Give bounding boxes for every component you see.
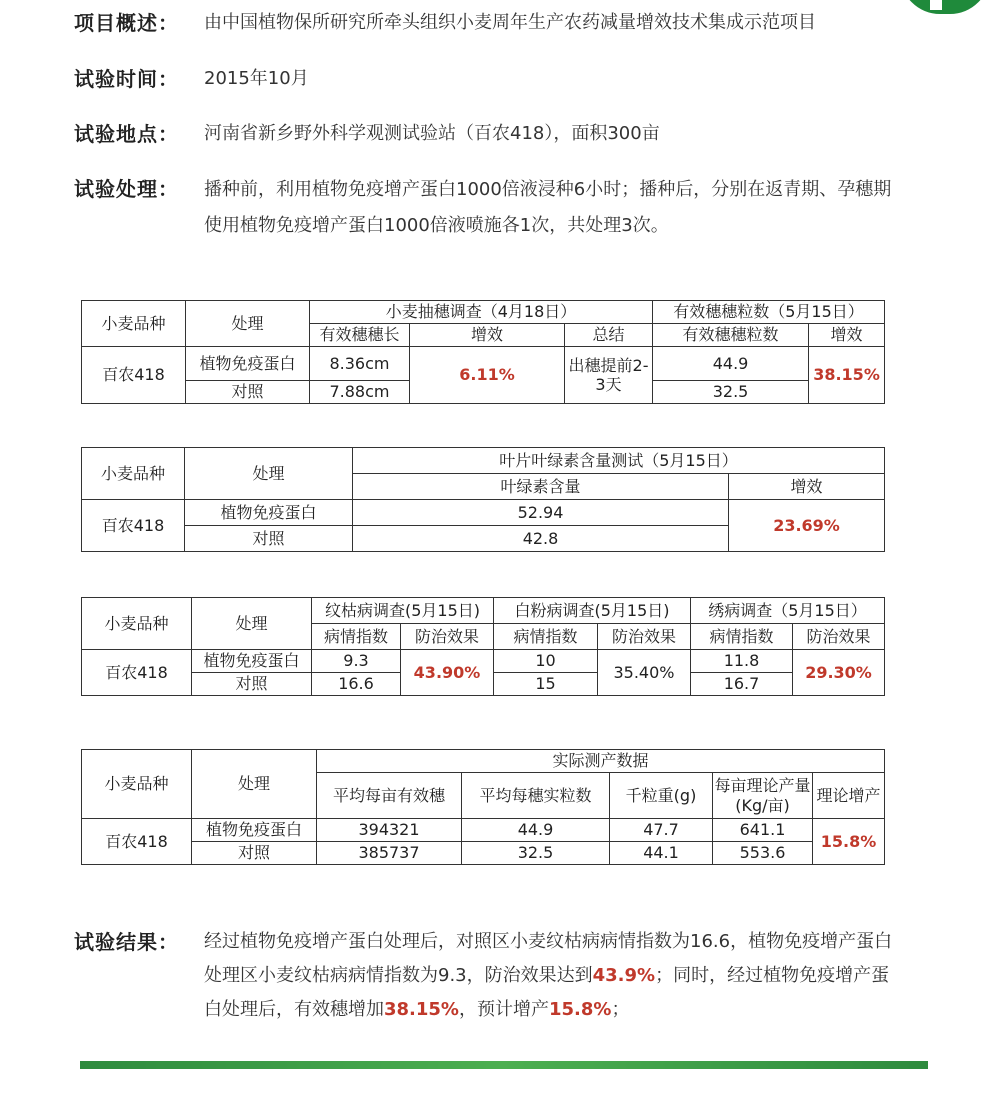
variety-cell: 百农418 [82, 819, 192, 865]
header-sheath-blight: 纹枯病调查(5月15日) [312, 598, 494, 624]
value-cell: 641.1 [713, 819, 813, 842]
header-heading-survey: 小麦抽穗调查（4月18日） [310, 301, 653, 324]
treatment-cell: 植物免疫蛋白 [192, 819, 317, 842]
header-treatment: 处理 [185, 448, 353, 500]
result-highlight: 15.8% [548, 999, 612, 1020]
header-grain-count: 有效穗穗粒数（5月15日） [653, 301, 885, 324]
header-summary: 总结 [565, 324, 653, 347]
header-treatment: 处理 [192, 598, 312, 650]
header-rust: 绣病调查（5月15日） [691, 598, 885, 624]
header-treatment: 处理 [186, 301, 310, 347]
treatment-cell: 植物免疫蛋白 [192, 650, 312, 673]
increase-cell: 15.8% [813, 819, 885, 865]
result-highlight: 38.15% [384, 999, 459, 1020]
effect-cell: 35.40% [598, 650, 691, 696]
overview-label: 项目概述： [74, 11, 179, 35]
value-cell: 44.1 [610, 842, 713, 865]
time-label: 试验时间： [74, 67, 179, 91]
header-control-effect: 防治效果 [793, 624, 885, 650]
effect-cell: 43.90% [401, 650, 494, 696]
overview-value: 由中国植物保所研究所牵头组织小麦周年生产农药减量增效技术集成示范项目 [204, 12, 816, 33]
value-cell: 7.88cm [310, 381, 410, 404]
header-ear-length: 有效穗穗长 [310, 324, 410, 347]
variety-cell: 百农418 [82, 500, 185, 552]
header-control-effect: 防治效果 [598, 624, 691, 650]
value-cell: 52.94 [353, 500, 729, 526]
control-cell: 对照 [185, 526, 353, 552]
header-disease-index: 病情指数 [312, 624, 401, 650]
value-cell: 47.7 [610, 819, 713, 842]
time-value: 2015年10月 [204, 68, 309, 89]
value-cell: 385737 [317, 842, 462, 865]
header-yield-increase: 理论增产 [813, 773, 885, 819]
header-disease-index: 病情指数 [494, 624, 598, 650]
yield-table [81, 749, 885, 865]
value-cell: 32.5 [653, 381, 809, 404]
header-thousand-kernel-weight: 千粒重(g) [610, 773, 713, 819]
header-theoretical-yield: 每亩理论产量(Kg/亩) [713, 773, 813, 819]
header-chlorophyll-test: 叶片叶绿素含量测试（5月15日） [353, 448, 885, 474]
value-cell: 16.7 [691, 673, 793, 696]
header-control-effect: 防治效果 [401, 624, 494, 650]
footer-divider [80, 1061, 928, 1069]
result-text-part: ； [611, 999, 630, 1020]
heading-survey-table [81, 300, 885, 404]
treatment-value: 播种前，利用植物免疫增产蛋白1000倍液浸种6小时；播种后，分别在返青期、孕穗期使用植物免疫增产蛋白1000倍液喷施各1次，共处理3次。 [204, 179, 892, 236]
variety-cell: 百农418 [82, 347, 186, 404]
header-efficiency-2: 增效 [809, 324, 885, 347]
efficiency-cell: 6.11% [410, 347, 565, 404]
control-cell: 对照 [192, 842, 317, 865]
header-yield-data: 实际测产数据 [317, 750, 885, 773]
place-value: 河南省新乡野外科学观测试验站（百农418），面积300亩 [204, 123, 660, 144]
value-cell: 9.3 [312, 650, 401, 673]
header-efficiency: 增效 [410, 324, 565, 347]
result-highlight: 43.9% [592, 965, 656, 986]
value-cell: 32.5 [462, 842, 610, 865]
header-ears-per-mu: 平均每亩有效穗 [317, 773, 462, 819]
result-text-part: ；同时，经过植物免疫增产蛋白处理后，有效穗增加 [204, 965, 890, 1020]
efficiency-cell: 23.69% [729, 500, 885, 552]
control-cell: 对照 [192, 673, 312, 696]
treatment-cell: 植物免疫蛋白 [185, 500, 353, 526]
header-variety: 小麦品种 [82, 750, 192, 819]
result-text-part: 经过植物免疫增产蛋白处理后，对照区小麦纹枯病病情指数为16.6，植物免疫增产蛋白处理区小麦纹枯病病情指数为9.3，防治效果达到 [204, 931, 893, 986]
value-cell: 42.8 [353, 526, 729, 552]
header-variety: 小麦品种 [82, 598, 192, 650]
value-cell: 44.9 [462, 819, 610, 842]
header-variety: 小麦品种 [82, 301, 186, 347]
header-grains: 有效穗穗粒数 [653, 324, 809, 347]
summary-cell: 出穗提前2-3天 [565, 347, 653, 404]
treatment-label: 试验处理： [74, 177, 179, 201]
treatment-cell: 植物免疫蛋白 [186, 347, 310, 381]
efficiency-cell: 38.15% [809, 347, 885, 404]
disease-table [81, 597, 885, 696]
header-powdery-mildew: 白粉病调查(5月15日) [494, 598, 691, 624]
chlorophyll-table [81, 447, 885, 552]
header-chlorophyll-content: 叶绿素含量 [353, 474, 729, 500]
result-text [204, 925, 894, 1027]
value-cell: 44.9 [653, 347, 809, 381]
variety-cell: 百农418 [82, 650, 192, 696]
value-cell: 10 [494, 650, 598, 673]
place-label: 试验地点： [74, 122, 179, 146]
header-variety: 小麦品种 [82, 448, 185, 500]
value-cell: 8.36cm [310, 347, 410, 381]
control-cell: 对照 [186, 381, 310, 404]
value-cell: 11.8 [691, 650, 793, 673]
effect-cell: 29.30% [793, 650, 885, 696]
result-label: 试验结果： [74, 930, 179, 954]
header-disease-index: 病情指数 [691, 624, 793, 650]
value-cell: 553.6 [713, 842, 813, 865]
header-grains-per-ear: 平均每穗实粒数 [462, 773, 610, 819]
header-treatment: 处理 [192, 750, 317, 819]
value-cell: 16.6 [312, 673, 401, 696]
value-cell: 394321 [317, 819, 462, 842]
header-efficiency: 增效 [729, 474, 885, 500]
value-cell: 15 [494, 673, 598, 696]
result-text-part: ，预计增产 [458, 999, 549, 1020]
logo-icon [900, 0, 990, 14]
